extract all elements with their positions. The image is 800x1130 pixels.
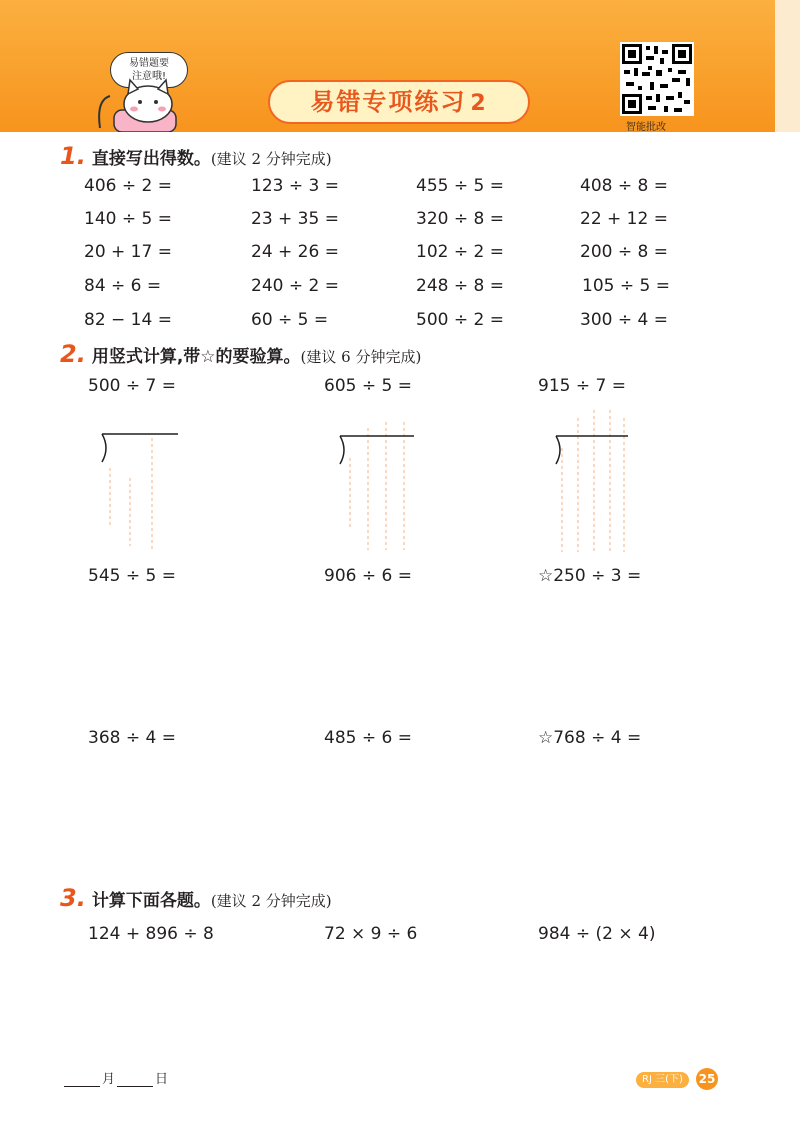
s1-equation: 84 ÷ 6 = xyxy=(84,276,162,296)
s2-problem: 500 ÷ 7 = xyxy=(88,376,176,396)
s1-equation: 102 ÷ 2 = xyxy=(416,242,504,262)
s1-equation: 82 − 14 = xyxy=(84,310,172,330)
s1-equation: 105 ÷ 5 = xyxy=(582,276,670,296)
section-1-title: 直接写出得数。 xyxy=(91,149,211,169)
s1-equation: 24 + 26 = xyxy=(251,242,339,262)
s1-equation: 406 ÷ 2 = xyxy=(84,176,172,196)
s3-problem: 72 × 9 ÷ 6 xyxy=(324,924,418,944)
s2-problem: 485 ÷ 6 = xyxy=(324,728,412,748)
section-1-hint: (建议 2 分钟完成) xyxy=(210,150,332,168)
s3-problem: 984 ÷ (2 × 4) xyxy=(538,924,656,944)
s2-problem: 915 ÷ 7 = xyxy=(538,376,626,396)
s1-equation: 140 ÷ 5 = xyxy=(84,209,172,229)
s1-equation: 455 ÷ 5 = xyxy=(416,176,504,196)
s2-problem: ☆250 ÷ 3 = xyxy=(538,566,642,586)
division-bracket-2 xyxy=(334,418,424,554)
section-3-number: 3. xyxy=(60,884,86,912)
cat-mascot-icon xyxy=(96,70,186,132)
title-text: 易错专项练习 xyxy=(310,88,467,116)
section-2-title: 用竖式计算,带☆的要验算。 xyxy=(91,347,301,367)
page-title xyxy=(268,80,530,124)
section-1-heading xyxy=(60,142,332,170)
section-3-heading xyxy=(60,884,332,912)
page-edge xyxy=(775,0,800,132)
section-3-hint: (建议 2 分钟完成) xyxy=(210,892,332,910)
month-label: 月 xyxy=(102,1072,116,1087)
s1-equation: 22 + 12 = xyxy=(580,209,668,229)
page-number: 25 xyxy=(696,1068,718,1090)
month-blank[interactable] xyxy=(64,1086,100,1087)
section-3-title: 计算下面各题。 xyxy=(91,891,211,911)
s1-equation: 300 ÷ 4 = xyxy=(580,310,668,330)
s2-problem: ☆768 ÷ 4 = xyxy=(538,728,642,748)
s2-problem: 368 ÷ 4 = xyxy=(88,728,176,748)
s2-problem: 545 ÷ 5 = xyxy=(88,566,176,586)
s2-problem: 605 ÷ 5 = xyxy=(324,376,412,396)
day-blank[interactable] xyxy=(117,1086,153,1087)
s1-equation: 60 ÷ 5 = xyxy=(251,310,329,330)
grade-tag: RJ 三(下) xyxy=(636,1072,689,1088)
s1-equation: 320 ÷ 8 = xyxy=(416,209,504,229)
s1-equation: 500 ÷ 2 = xyxy=(416,310,504,330)
qr-label: 智能批改 xyxy=(626,122,666,133)
s1-equation: 240 ÷ 2 = xyxy=(251,276,339,296)
s1-equation: 408 ÷ 8 = xyxy=(580,176,668,196)
day-label: 日 xyxy=(155,1072,169,1087)
title-number: 2 xyxy=(470,91,488,116)
section-1-number: 1. xyxy=(60,142,86,170)
section-2-number: 2. xyxy=(60,340,86,368)
section-2-hint: (建议 6 分钟完成) xyxy=(300,348,422,366)
s1-equation: 248 ÷ 8 = xyxy=(416,276,504,296)
s2-problem: 906 ÷ 6 = xyxy=(324,566,412,586)
qr-code-icon[interactable] xyxy=(620,42,694,116)
bubble-line-1: 易错题要 xyxy=(129,58,169,69)
s3-problem: 124 + 896 ÷ 8 xyxy=(88,924,214,944)
date-field xyxy=(62,1068,168,1087)
section-2-heading xyxy=(60,340,421,368)
s1-equation: 23 + 35 = xyxy=(251,209,339,229)
division-bracket-3 xyxy=(548,408,638,556)
s1-equation: 20 + 17 = xyxy=(84,242,172,262)
s1-equation: 123 ÷ 3 = xyxy=(251,176,339,196)
division-bracket-1 xyxy=(96,428,186,556)
s1-equation: 200 ÷ 8 = xyxy=(580,242,668,262)
bubble-line-2: 注意哦! xyxy=(131,71,166,82)
